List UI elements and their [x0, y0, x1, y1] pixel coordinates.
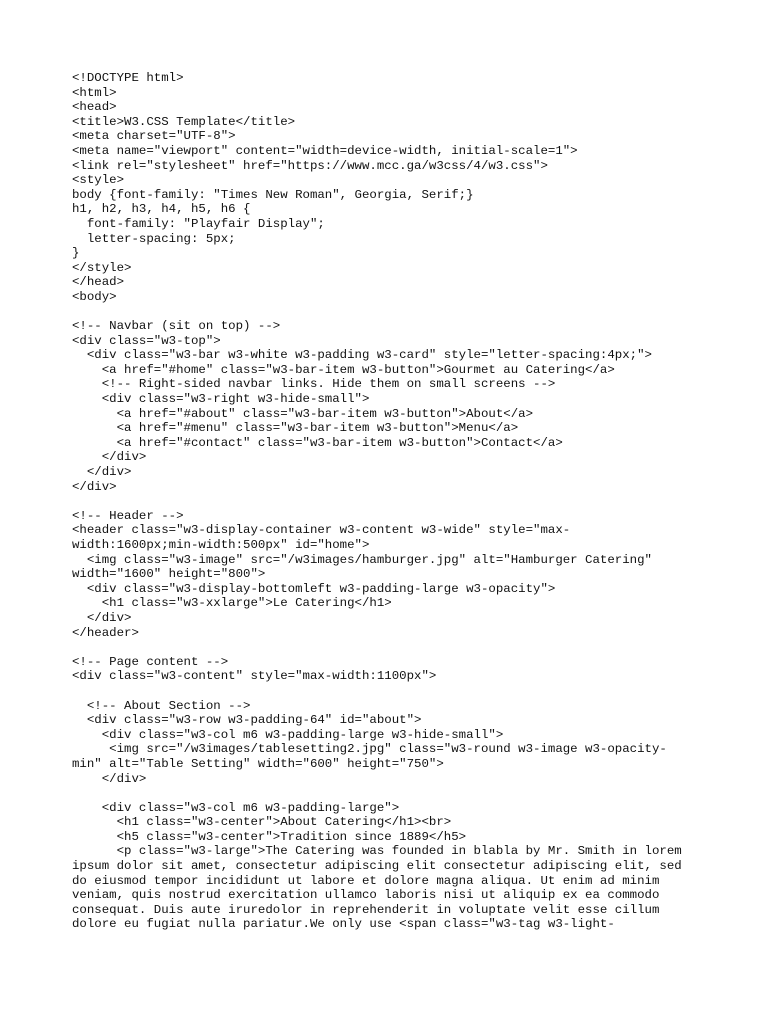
code-line: <!DOCTYPE html> — [72, 71, 184, 85]
code-line: </div> — [72, 465, 132, 480]
code-line: <h1 class="w3-xxlarge">Le Catering</h1> — [72, 596, 392, 611]
code-document — [72, 71, 712, 932]
code-line: <header class="w3-display-container w3-content w3-wide" style="max- — [72, 523, 571, 538]
code-line: <div class="w3-col m6 w3-padding-large"> — [72, 800, 400, 815]
code-line: } — [72, 246, 80, 261]
code-line: <body> — [72, 289, 117, 304]
code-line: do eiusmod tempor incididunt ut labore et dolore magna aliqua. Ut enim ad minim — [72, 873, 660, 888]
code-line: <a href="#menu" class="w3-bar-item w3-button">Menu</a> — [72, 421, 519, 436]
code-line — [72, 494, 712, 509]
code-line: <a href="#home" class="w3-bar-item w3-button">Gourmet au Catering</a> — [72, 362, 615, 377]
code-line: <div class="w3-top"> — [72, 333, 221, 348]
code-line: dolore eu fugiat nulla pariatur.We only use <span class="w3-tag w3-light- — [72, 917, 615, 932]
code-line: <!-- Header --> — [72, 508, 184, 523]
code-line: <h1 class="w3-center">About Catering</h1><br> — [72, 815, 452, 830]
code-line: </header> — [72, 625, 139, 640]
code-line: consequat. Duis aute iruredolor in reprehenderit in voluptate velit esse cillum — [72, 902, 660, 917]
code-line: <div class="w3-display-bottomleft w3-padding-large w3-opacity"> — [72, 581, 556, 596]
code-line: <a href="#about" class="w3-bar-item w3-button">About</a> — [72, 406, 534, 421]
code-line: <div class="w3-row w3-padding-64" id="about"> — [72, 713, 422, 728]
code-line: </div> — [72, 450, 147, 465]
code-line — [72, 305, 712, 320]
code-line: <meta charset="UTF-8"> — [72, 129, 236, 144]
code-line: font-family: "Playfair Display"; — [72, 216, 325, 231]
code-line: <div class="w3-col m6 w3-padding-large w3-hide-small"> — [72, 727, 504, 742]
code-line: <link rel="stylesheet" href="https://www.mcc.ga/w3css/4/w3.css"> — [72, 158, 548, 173]
code-line: width:1600px;min-width:500px" id="home"> — [72, 538, 370, 552]
code-line: </div> — [72, 771, 147, 786]
code-line: <a href="#contact" class="w3-bar-item w3-button">Contact</a> — [72, 435, 563, 450]
code-line: body {font-family: "Times New Roman", Georgia, Serif;} — [72, 187, 474, 202]
code-line: <head> — [72, 100, 117, 115]
code-line: </div> — [72, 610, 132, 625]
code-line: veniam, quis nostrud exercitation ullamco laboris nisi ut aliquip ex ea commodo — [72, 888, 660, 903]
code-line — [72, 684, 712, 699]
code-line: <!-- About Section --> — [72, 698, 251, 713]
code-line: <img src="/w3images/tablesetting2.jpg" class="w3-round w3-image w3-opacity- — [72, 742, 667, 757]
code-line: </div> — [72, 479, 117, 494]
code-line: <title>W3.CSS Template</title> — [72, 114, 296, 129]
code-line: <!-- Right-sided navbar links. Hide them on small screens --> — [72, 377, 556, 392]
code-line: <html> — [72, 85, 117, 100]
code-line: width="1600" height="800"> — [72, 567, 266, 582]
code-line: <div class="w3-right w3-hide-small"> — [72, 392, 370, 407]
code-line: <img class="w3-image" src="/w3images/hamburger.jpg" alt="Hamburger Catering" — [72, 552, 652, 567]
code-line: h1, h2, h3, h4, h5, h6 { — [72, 202, 251, 217]
code-line: <!-- Page content --> — [72, 654, 229, 669]
code-line — [72, 640, 712, 655]
code-line: <style> — [72, 173, 125, 188]
code-line: </style> — [72, 260, 132, 275]
code-line — [72, 786, 712, 801]
code-line: min" alt="Table Setting" width="600" height="750"> — [72, 756, 444, 771]
code-line: <h5 class="w3-center">Tradition since 1889</h5> — [72, 829, 467, 844]
code-line: letter-spacing: 5px; — [72, 231, 236, 246]
code-line: <meta name="viewport" content="width=device-width, initial-scale=1"> — [72, 143, 578, 158]
code-line: <!-- Navbar (sit on top) --> — [72, 319, 281, 334]
code-line: ipsum dolor sit amet, consectetur adipiscing elit consectetur adipiscing elit, sed — [72, 859, 682, 874]
code-line: </head> — [72, 275, 125, 290]
code-line: <p class="w3-large">The Catering was founded in blabla by Mr. Smith in lorem — [72, 844, 682, 859]
code-line: <div class="w3-bar w3-white w3-padding w3-card" style="letter-spacing:4px;"> — [72, 348, 652, 363]
code-line: <div class="w3-content" style="max-width:1100px"> — [72, 669, 437, 684]
